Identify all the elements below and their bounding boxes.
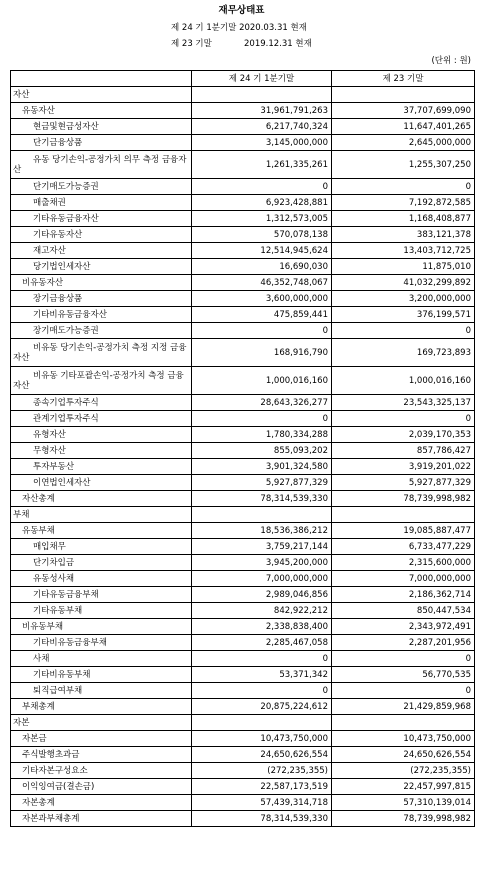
prior-period-value	[332, 507, 475, 523]
row-label: 단기매도가능증권	[11, 179, 192, 195]
row-label: 매출채권	[11, 195, 192, 211]
row-label: 부채총계	[11, 699, 192, 715]
current-period-value: 2,285,467,058	[192, 635, 332, 651]
table-row	[11, 395, 475, 411]
table-row	[11, 731, 475, 747]
current-period-value: 475,859,441	[192, 307, 332, 323]
prior-period-value: 2,287,201,956	[332, 635, 475, 651]
prior-period-label: 제 23 기말	[171, 39, 212, 49]
row-label: 자본	[11, 715, 192, 731]
table-row	[11, 443, 475, 459]
table-row	[11, 323, 475, 339]
table-row	[11, 491, 475, 507]
prior-period-value: 10,473,750,000	[332, 731, 475, 747]
header-prior-period: 제 23 기말	[332, 71, 475, 87]
table-row	[11, 747, 475, 763]
prior-period-value: 2,315,600,000	[332, 555, 475, 571]
table-row	[11, 539, 475, 555]
table-row	[11, 683, 475, 699]
row-label: 단기금융상품	[11, 135, 192, 151]
row-label: 자산	[11, 87, 192, 103]
table-row	[11, 715, 475, 731]
table-row	[11, 275, 475, 291]
prior-period-value	[332, 715, 475, 731]
prior-period-value: 0	[332, 411, 475, 427]
row-label: 당기법인세자산	[11, 259, 192, 275]
current-period-value: 22,587,173,519	[192, 779, 332, 795]
table-row	[11, 151, 475, 179]
table-row	[11, 367, 475, 395]
table-row	[11, 103, 475, 119]
current-period-value: 1,261,335,261	[192, 151, 332, 179]
table-row	[11, 811, 475, 827]
header-label-column	[11, 71, 192, 87]
prior-period-value: 78,739,998,982	[332, 811, 475, 827]
row-label: 장기금융상품	[11, 291, 192, 307]
current-period-value: 6,923,428,881	[192, 195, 332, 211]
prior-period-value: 41,032,299,892	[332, 275, 475, 291]
table-row	[11, 427, 475, 443]
prior-period-value: 57,310,139,014	[332, 795, 475, 811]
table-row	[11, 779, 475, 795]
prior-period-value: 56,770,535	[332, 667, 475, 683]
row-label: 비유동부채	[11, 619, 192, 635]
statement-title: 재무상태표	[218, 5, 265, 16]
prior-period-value: 3,919,201,022	[332, 459, 475, 475]
current-period-value: 18,536,386,212	[192, 523, 332, 539]
prior-period-value: 24,650,626,554	[332, 747, 475, 763]
current-period-value: 46,352,748,067	[192, 275, 332, 291]
table-row	[11, 179, 475, 195]
row-label: 이익잉여금(결손금)	[11, 779, 192, 795]
row-label: 유동자산	[11, 103, 192, 119]
prior-period-value: 3,200,000,000	[332, 291, 475, 307]
table-row	[11, 195, 475, 211]
current-period-value: 12,514,945,624	[192, 243, 332, 259]
prior-period-value: 5,927,877,329	[332, 475, 475, 491]
row-label: 자산총계	[11, 491, 192, 507]
current-period-value: 24,650,626,554	[192, 747, 332, 763]
prior-period-value: (272,235,355)	[332, 763, 475, 779]
current-period-value: 28,643,326,277	[192, 395, 332, 411]
current-period-value: 0	[192, 651, 332, 667]
current-period-value: 10,473,750,000	[192, 731, 332, 747]
row-label: 현금및현금성자산	[11, 119, 192, 135]
prior-period-value: 37,707,699,090	[332, 103, 475, 119]
prior-period-value: 7,000,000,000	[332, 571, 475, 587]
row-label: 관계기업투자주식	[11, 411, 192, 427]
current-period-value: 53,371,342	[192, 667, 332, 683]
prior-period-value	[332, 87, 475, 103]
current-period-value: 2,989,046,856	[192, 587, 332, 603]
row-label: 기타비유동부채	[11, 667, 192, 683]
current-period-value: 1,000,016,160	[192, 367, 332, 395]
row-label: 기타유동금융자산	[11, 211, 192, 227]
table-row	[11, 763, 475, 779]
current-period-value: 855,093,202	[192, 443, 332, 459]
row-label: 재고자산	[11, 243, 192, 259]
current-period-value: 0	[192, 323, 332, 339]
row-label: 비유동 당기손익-공정가치 측정 지정 금융자산	[11, 339, 192, 367]
table-body	[11, 87, 475, 827]
table-row	[11, 227, 475, 243]
current-period-value: 20,875,224,612	[192, 699, 332, 715]
current-period-value: 5,927,877,329	[192, 475, 332, 491]
current-period-value: 842,922,212	[192, 603, 332, 619]
table-row	[11, 243, 475, 259]
balance-sheet-table	[10, 70, 475, 827]
prior-period-value: 19,085,887,477	[332, 523, 475, 539]
prior-period-value: 23,543,325,137	[332, 395, 475, 411]
current-period-value: 3,901,324,580	[192, 459, 332, 475]
table-row	[11, 339, 475, 367]
row-label: 자본총계	[11, 795, 192, 811]
row-label: 유동성사채	[11, 571, 192, 587]
prior-period-value: 857,786,427	[332, 443, 475, 459]
row-label: 투자부동산	[11, 459, 192, 475]
row-label: 매입채무	[11, 539, 192, 555]
table-row	[11, 211, 475, 227]
current-period-value	[192, 87, 332, 103]
table-row	[11, 603, 475, 619]
current-period-value: 168,916,790	[192, 339, 332, 367]
prior-period-value: 0	[332, 323, 475, 339]
current-period-value: 570,078,138	[192, 227, 332, 243]
row-label: 유동 당기손익-공정가치 의무 측정 금융자산	[11, 151, 192, 179]
current-period-value: 1,312,573,005	[192, 211, 332, 227]
prior-period-value: 1,000,016,160	[332, 367, 475, 395]
row-label: 기타비유동금융자산	[11, 307, 192, 323]
table-row	[11, 459, 475, 475]
row-label: 자본금	[11, 731, 192, 747]
current-period-label: 제 24 기 1분기말 2020.03.31 현재	[171, 23, 307, 33]
prior-period-value: 0	[332, 683, 475, 699]
row-label: 부채	[11, 507, 192, 523]
prior-period-value: 0	[332, 651, 475, 667]
current-period-value: 16,690,030	[192, 259, 332, 275]
row-label: 사채	[11, 651, 192, 667]
table-row	[11, 259, 475, 275]
prior-period-value: 6,733,477,229	[332, 539, 475, 555]
row-label: 자본과부채총계	[11, 811, 192, 827]
current-period-value: (272,235,355)	[192, 763, 332, 779]
row-label: 유형자산	[11, 427, 192, 443]
prior-period-value: 2,343,972,491	[332, 619, 475, 635]
prior-period-value: 11,875,010	[332, 259, 475, 275]
current-period-value: 0	[192, 179, 332, 195]
prior-period-value: 383,121,378	[332, 227, 475, 243]
prior-period-value: 22,457,997,815	[332, 779, 475, 795]
current-period-value: 0	[192, 683, 332, 699]
table-row	[11, 411, 475, 427]
row-label: 무형자산	[11, 443, 192, 459]
current-period-value: 78,314,539,330	[192, 491, 332, 507]
row-label: 퇴직급여부채	[11, 683, 192, 699]
table-row	[11, 635, 475, 651]
current-period-value	[192, 507, 332, 523]
current-period-value: 3,600,000,000	[192, 291, 332, 307]
table-row	[11, 507, 475, 523]
current-period-value: 78,314,539,330	[192, 811, 332, 827]
prior-period-value: 2,039,170,353	[332, 427, 475, 443]
table-row	[11, 291, 475, 307]
row-label: 기타유동자산	[11, 227, 192, 243]
row-label: 비유동 기타포괄손익-공정가치 측정 금융자산	[11, 367, 192, 395]
row-label: 비유동자산	[11, 275, 192, 291]
table-row	[11, 619, 475, 635]
row-label: 단기차입금	[11, 555, 192, 571]
current-period-value: 57,439,314,718	[192, 795, 332, 811]
row-label: 유동부채	[11, 523, 192, 539]
current-period-value: 6,217,740,324	[192, 119, 332, 135]
table-row	[11, 587, 475, 603]
table-row	[11, 651, 475, 667]
table-row	[11, 795, 475, 811]
table-row	[11, 523, 475, 539]
row-label: 기타자본구성요소	[11, 763, 192, 779]
prior-period-value: 11,647,401,265	[332, 119, 475, 135]
table-row	[11, 699, 475, 715]
table-row	[11, 475, 475, 491]
prior-period-value: 169,723,893	[332, 339, 475, 367]
prior-period-value: 376,199,571	[332, 307, 475, 323]
current-period-value: 3,759,217,144	[192, 539, 332, 555]
current-period-value: 7,000,000,000	[192, 571, 332, 587]
prior-period-value: 78,739,998,982	[332, 491, 475, 507]
table-row	[11, 119, 475, 135]
table-row	[11, 135, 475, 151]
prior-period-value: 850,447,534	[332, 603, 475, 619]
row-label: 종속기업투자주식	[11, 395, 192, 411]
table-header-row	[11, 71, 475, 87]
row-label: 기타비유동금융부채	[11, 635, 192, 651]
table-row	[11, 571, 475, 587]
current-period-value: 2,338,838,400	[192, 619, 332, 635]
row-label: 장기매도가능증권	[11, 323, 192, 339]
row-label: 주식발행초과금	[11, 747, 192, 763]
current-period-value: 31,961,791,263	[192, 103, 332, 119]
header-current-period: 제 24 기 1분기말	[192, 71, 332, 87]
table-row	[11, 87, 475, 103]
prior-period-value: 2,645,000,000	[332, 135, 475, 151]
prior-period-value: 1,168,408,877	[332, 211, 475, 227]
prior-period-value: 21,429,859,968	[332, 699, 475, 715]
prior-period-value: 13,403,712,725	[332, 243, 475, 259]
current-period-value: 3,945,200,000	[192, 555, 332, 571]
table-row	[11, 307, 475, 323]
prior-period-value: 0	[332, 179, 475, 195]
row-label: 기타유동금융부채	[11, 587, 192, 603]
current-period-value: 0	[192, 411, 332, 427]
prior-period-value: 7,192,872,585	[332, 195, 475, 211]
current-period-value: 1,780,334,288	[192, 427, 332, 443]
current-period-value: 3,145,000,000	[192, 135, 332, 151]
row-label: 기타유동부채	[11, 603, 192, 619]
table-row	[11, 555, 475, 571]
row-label: 이연법인세자산	[11, 475, 192, 491]
current-period-value	[192, 715, 332, 731]
prior-period-date: 2019.12.31 현재	[244, 39, 312, 49]
table-row	[11, 667, 475, 683]
prior-period-value: 2,186,362,714	[332, 587, 475, 603]
prior-period-value: 1,255,307,250	[332, 151, 475, 179]
unit-label: (단위 : 원)	[431, 56, 471, 66]
